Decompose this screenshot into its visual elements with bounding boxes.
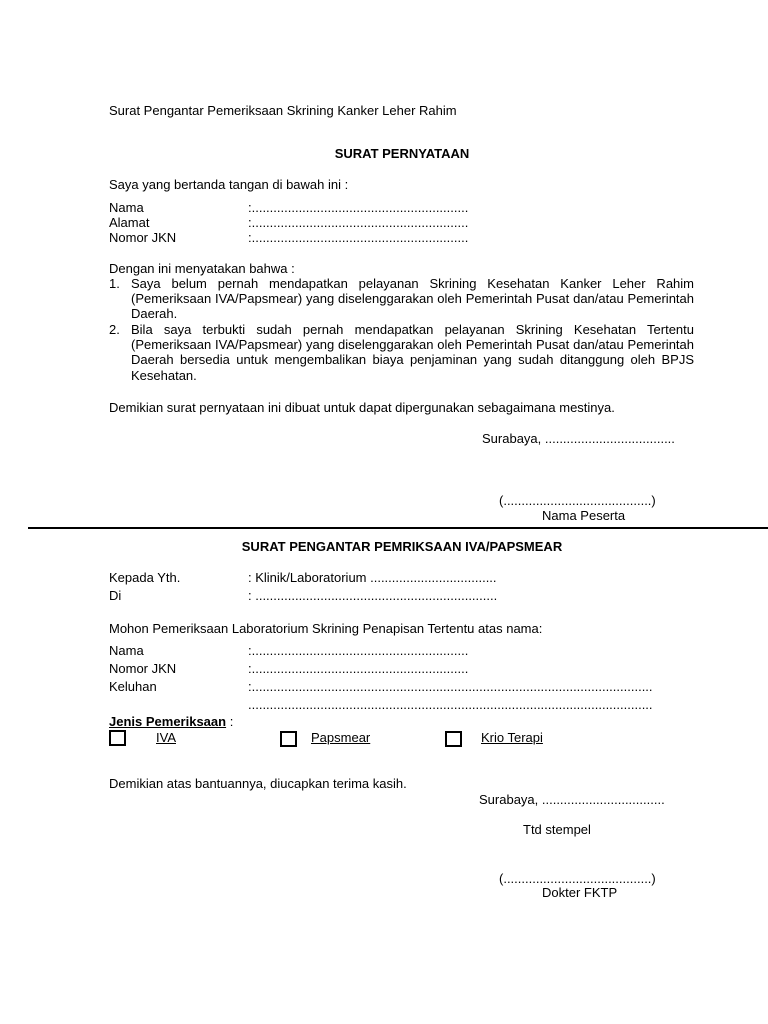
krio-terapi-checkbox[interactable] xyxy=(445,731,462,747)
referral-to-field: : Klinik/Laboratorium ................................... xyxy=(248,570,497,585)
declaration-list xyxy=(109,276,694,383)
declaration-item-text: Saya belum pernah mendapatkan pelayanan Skrining Kesehatan Kanker Leher Rahim (Pemeriksaan IVA/Papsmear) yang diselenggarakan oleh Pemerintah Pusat dan/atau Pemerintah Daerah. xyxy=(131,276,694,322)
statement-closing: Demikian surat pernyataan ini dibuat untuk dapat dipergunakan sebagaimana mestinya. xyxy=(109,400,615,415)
document-header-title: Surat Pengantar Pemeriksaan Skrining Kanker Leher Rahim xyxy=(109,103,457,118)
declaration-item-1 xyxy=(109,276,694,322)
referral-complaint-field-line2: ................................................................................................................ xyxy=(248,697,653,712)
referral-at-field: : ................................................................... xyxy=(248,588,498,603)
referral-complaint-label: Keluhan xyxy=(109,679,157,694)
exam-type-colon: : xyxy=(226,714,234,729)
declaration-item-2 xyxy=(109,322,694,383)
referral-jkn-label: Nomor JKN xyxy=(109,661,177,676)
referral-name-field: :............................................................ xyxy=(248,643,469,658)
declaration-intro: Dengan ini menyatakan bahwa : xyxy=(109,261,295,276)
referral-jkn-field: :............................................................ xyxy=(248,661,469,676)
exam-type-label xyxy=(109,714,233,729)
statement-address-label: Alamat xyxy=(109,215,150,230)
statement-intro: Saya yang bertanda tangan di bawah ini : xyxy=(109,177,349,192)
stamp-signature-label: Ttd stempel xyxy=(523,822,591,837)
iva-checkbox[interactable] xyxy=(109,730,126,746)
papsmear-option-label: Papsmear xyxy=(311,730,371,745)
declaration-item-text: Bila saya terbukti sudah pernah mendapatkan pelayanan Skrining Kesehatan Tertentu (Pemeriksaan IVA/Papsmear) yang diselenggarakan oleh Pemerintah Pusat dan/atau Pemerintah Daerah bersedia untuk mengembalikan biaya penjaminan yang sudah ditanggung oleh BPJS Kesehatan. xyxy=(131,322,694,383)
statement-place-date: Surabaya, .................................... xyxy=(482,431,675,446)
statement-address-field: :............................................................ xyxy=(248,215,469,230)
statement-heading: SURAT PERNYATAAN xyxy=(334,146,470,161)
referral-signature-line: (.........................................) xyxy=(499,871,656,886)
referral-request-text: Mohon Pemeriksaan Laboratorium Skrining Penapisan Tertentu atas nama: xyxy=(109,621,543,636)
papsmear-checkbox[interactable] xyxy=(280,731,297,747)
statement-signer-label: Nama Peserta xyxy=(542,508,626,523)
iva-option-label: IVA xyxy=(156,730,176,745)
statement-jkn-field: :............................................................ xyxy=(248,230,469,245)
referral-to-label: Kepada Yth. xyxy=(109,570,181,585)
statement-name-field: :............................................................ xyxy=(248,200,469,215)
referral-signer-label: Dokter FKTP xyxy=(542,885,618,900)
declaration-item-number: 2. xyxy=(109,322,120,337)
referral-place-date: Surabaya, .................................. xyxy=(479,792,665,807)
referral-heading: SURAT PENGANTAR PEMRIKSAAN IVA/PAPSMEAR xyxy=(241,539,563,554)
statement-signature-line: (.........................................) xyxy=(499,493,656,508)
section-divider xyxy=(28,527,768,529)
statement-name-label: Nama xyxy=(109,200,144,215)
declaration-item-number: 1. xyxy=(109,276,120,291)
krio-terapi-option-label: Krio Terapi xyxy=(481,730,543,745)
statement-jkn-label: Nomor JKN xyxy=(109,230,177,245)
exam-type-label-text: Jenis Pemeriksaan xyxy=(109,714,227,729)
referral-closing: Demikian atas bantuannya, diucapkan terima kasih. xyxy=(109,776,407,791)
referral-at-label: Di xyxy=(109,588,122,603)
referral-complaint-field: :............................................................................................................... xyxy=(248,679,653,694)
referral-name-label: Nama xyxy=(109,643,144,658)
